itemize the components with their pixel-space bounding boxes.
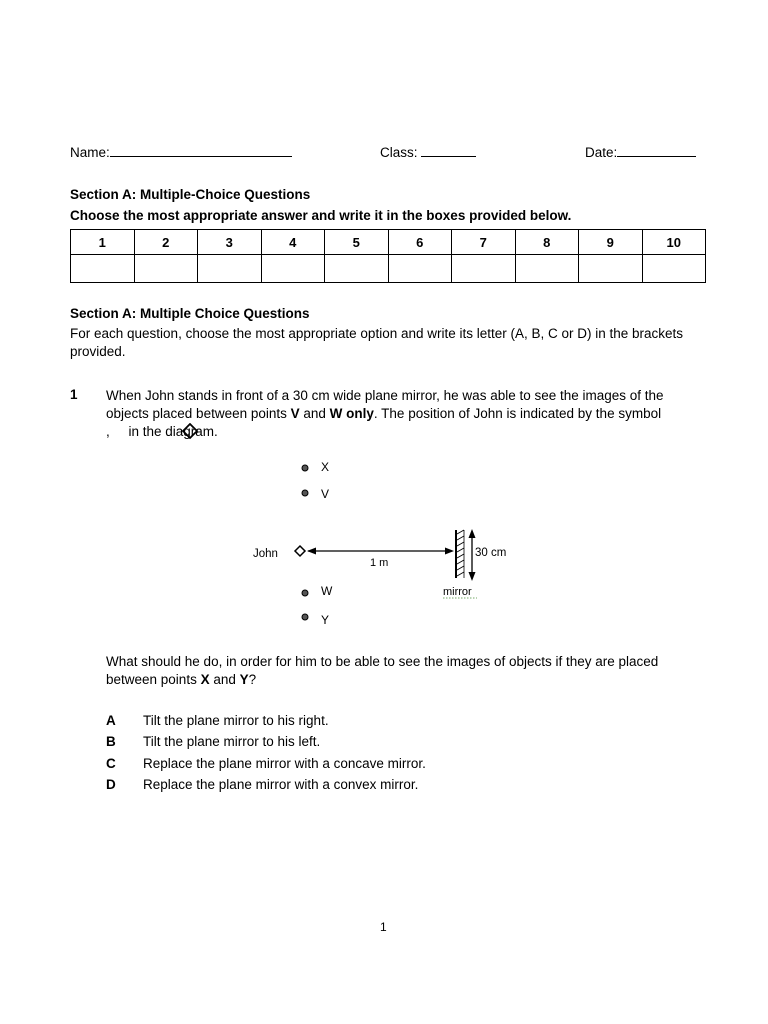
option-letter: B: [106, 734, 116, 749]
answer-box[interactable]: [134, 255, 198, 283]
answer-column-header: 7: [452, 230, 516, 255]
option-text: Replace the plane mirror with a concave mirror.: [143, 756, 426, 771]
date-field: [585, 144, 696, 160]
option-text: Replace the plane mirror with a convex mirror.: [143, 777, 419, 792]
answer-box[interactable]: [642, 255, 706, 283]
point-v-label: V: [321, 487, 330, 501]
prompt-point-x: X: [200, 672, 210, 687]
question-stem-line3-text: , in the diagram.: [106, 424, 218, 439]
stem-point-w-only: W only: [329, 406, 374, 421]
mirror-hatching: [457, 530, 464, 576]
answer-box[interactable]: [515, 255, 579, 283]
point-w-label: W: [321, 584, 333, 598]
john-position-icon: [295, 546, 305, 556]
question-stem: [106, 387, 701, 423]
section-a-title: Section A: Multiple-Choice Questions: [70, 187, 311, 202]
mirror-width-arrow-down: [469, 572, 476, 581]
answer-table-header-row: [71, 230, 706, 255]
option-text: Tilt the plane mirror to his left.: [143, 734, 321, 749]
option-letter: C: [106, 756, 116, 771]
question-stem-part1: When John stands in front of a 30 cm wide plane mirror, he was able to see the images of the objects placed between points: [106, 388, 664, 421]
prompt-end: ?: [248, 672, 257, 687]
class-field: [380, 144, 476, 160]
point-y-dot: [302, 614, 308, 620]
section-b-title: Section A: Multiple Choice Questions: [70, 306, 310, 321]
option-letter: D: [106, 777, 116, 792]
question-stem-line3: [106, 423, 218, 441]
answer-column-header: 9: [579, 230, 643, 255]
answer-column-header: 3: [198, 230, 262, 255]
point-y-label: Y: [321, 613, 330, 627]
john-symbol-icon: [182, 423, 198, 439]
answer-table: [70, 229, 706, 283]
point-x-dot: [302, 465, 308, 471]
date-label: Date:: [585, 145, 618, 160]
answer-box[interactable]: [325, 255, 389, 283]
stem-point-v: V: [290, 406, 300, 421]
mirror-diagram: [240, 450, 540, 640]
john-label: John: [253, 548, 278, 560]
name-label: Name:: [70, 145, 110, 160]
answer-box[interactable]: [261, 255, 325, 283]
stem-and: and: [299, 406, 330, 421]
name-blank[interactable]: [110, 144, 292, 157]
prompt-and: and: [209, 672, 240, 687]
answer-box[interactable]: [579, 255, 643, 283]
answer-box[interactable]: [198, 255, 262, 283]
mirror-width-arrow-up: [469, 529, 476, 538]
class-blank[interactable]: [421, 144, 476, 157]
distance-label: 1 m: [370, 557, 389, 569]
point-w-dot: [302, 590, 308, 596]
answer-column-header: 5: [325, 230, 389, 255]
distance-arrow-left: [307, 548, 316, 555]
question-number: 1: [70, 387, 78, 402]
answer-box[interactable]: [452, 255, 516, 283]
mirror-width-label: 30 cm: [475, 547, 507, 559]
answer-column-header: 8: [515, 230, 579, 255]
point-x-label: X: [321, 460, 330, 474]
answer-box[interactable]: [388, 255, 452, 283]
answer-column-header: 6: [388, 230, 452, 255]
prompt-point-y: Y: [239, 672, 249, 687]
answer-table-input-row: [71, 255, 706, 283]
answer-column-header: 10: [642, 230, 706, 255]
section-b-instruction: For each question, choose the most appropriate option and write its letter (A, B, C or D) in the brackets provided.: [70, 326, 684, 359]
question-stem-part2: . The position of John is indicated by the symbol: [373, 406, 662, 421]
point-v-dot: [302, 490, 308, 496]
answer-column-header: 4: [261, 230, 325, 255]
question-prompt-part1: What should he do, in order for him to be able to see the images of objects if they are placed between points: [106, 654, 659, 687]
option-text: Tilt the plane mirror to his right.: [143, 713, 329, 728]
class-label: Class:: [380, 145, 418, 160]
option-letter: A: [106, 713, 116, 728]
answer-column-header: 1: [71, 230, 135, 255]
section-a-instruction: Choose the most appropriate answer and write it in the boxes provided below.: [70, 208, 572, 223]
question-prompt: [106, 653, 706, 689]
answer-column-header: 2: [134, 230, 198, 255]
distance-arrow-right: [445, 548, 454, 555]
answer-box[interactable]: [71, 255, 135, 283]
mirror-label: mirror: [443, 586, 472, 598]
date-blank[interactable]: [617, 144, 696, 157]
name-field: [70, 144, 292, 160]
page-number: 1: [380, 920, 387, 934]
